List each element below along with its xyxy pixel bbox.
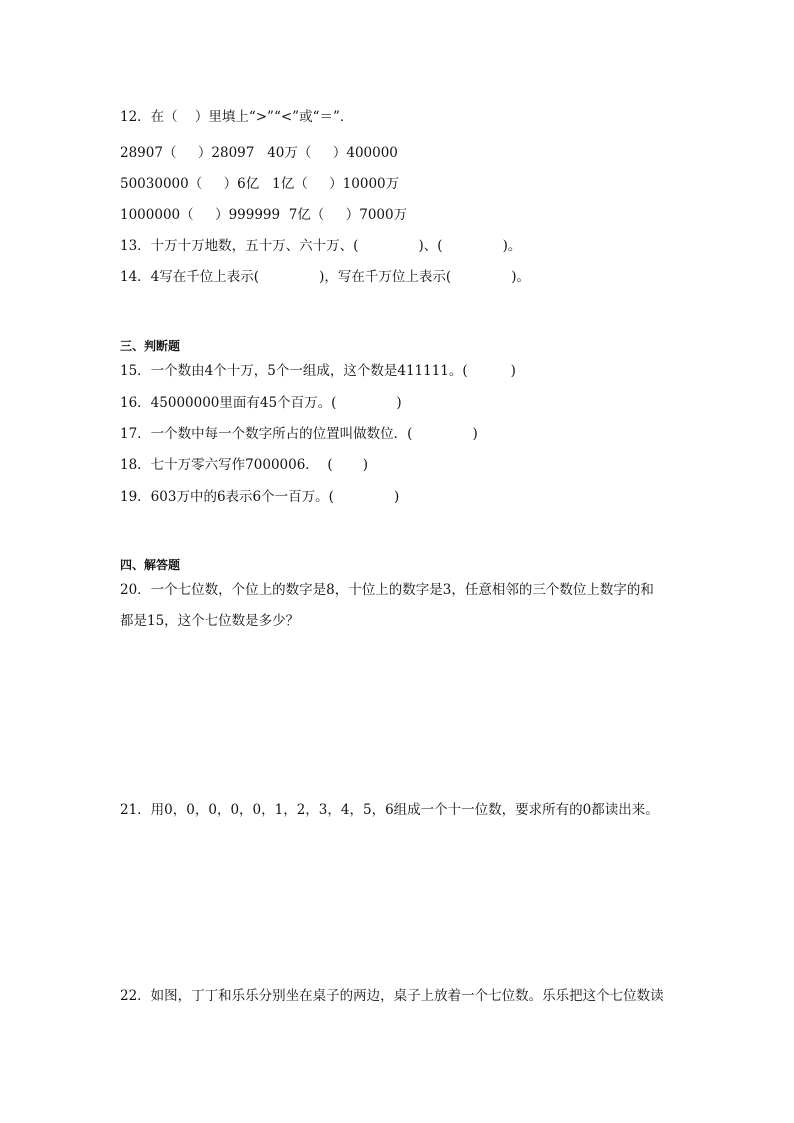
question-20-line-2: 都是15，这个七位数是多少？: [120, 613, 300, 629]
question-14: 14．4写在千位上表示( )，写在千万位上表示( )。: [120, 269, 530, 285]
section-3-heading: 三、判断题: [120, 339, 181, 353]
question-13: 13．十万十万地数，五十万、六十万、( )、( )。: [120, 238, 522, 254]
question-19: 19．603万中的6表示6个一百万。( ): [120, 489, 400, 505]
question-20-line-1: 20．一个七位数，个位上的数字是8，十位上的数字是3，任意相邻的三个数位上数字的和: [120, 582, 654, 598]
question-12-row-1: 28907（ ）28097 40万（ ）400000: [120, 145, 398, 161]
section-4-heading: 四、解答题: [120, 558, 181, 572]
question-16: 16．45000000里面有45个百万。( ): [120, 395, 402, 411]
question-18: 18．七十万零六写作7000006． ( ): [120, 457, 368, 473]
question-12-prompt: 12．在（ ）里填上“>”“<”或“＝”．: [120, 109, 354, 125]
question-12-row-2: 50030000（ ）6亿 1亿（ ）10000万: [120, 176, 400, 192]
question-21: 21．用0，0，0，0，0，1，2，3，4，5，6组成一个十一位数，要求所有的0都读出来。: [120, 802, 659, 818]
question-17: 17．一个数中每一个数字所占的位置叫做数位．( ): [120, 426, 478, 442]
question-15: 15．一个数由4个十万，5个一组成，这个数是411111。( ): [120, 363, 516, 379]
question-12-row-3: 1000000（ ）999999 7亿（ ）7000万: [120, 207, 408, 223]
question-22: 22．如图，丁丁和乐乐分别坐在桌子的两边，桌子上放着一个七位数。乐乐把这个七位数读: [120, 988, 664, 1004]
